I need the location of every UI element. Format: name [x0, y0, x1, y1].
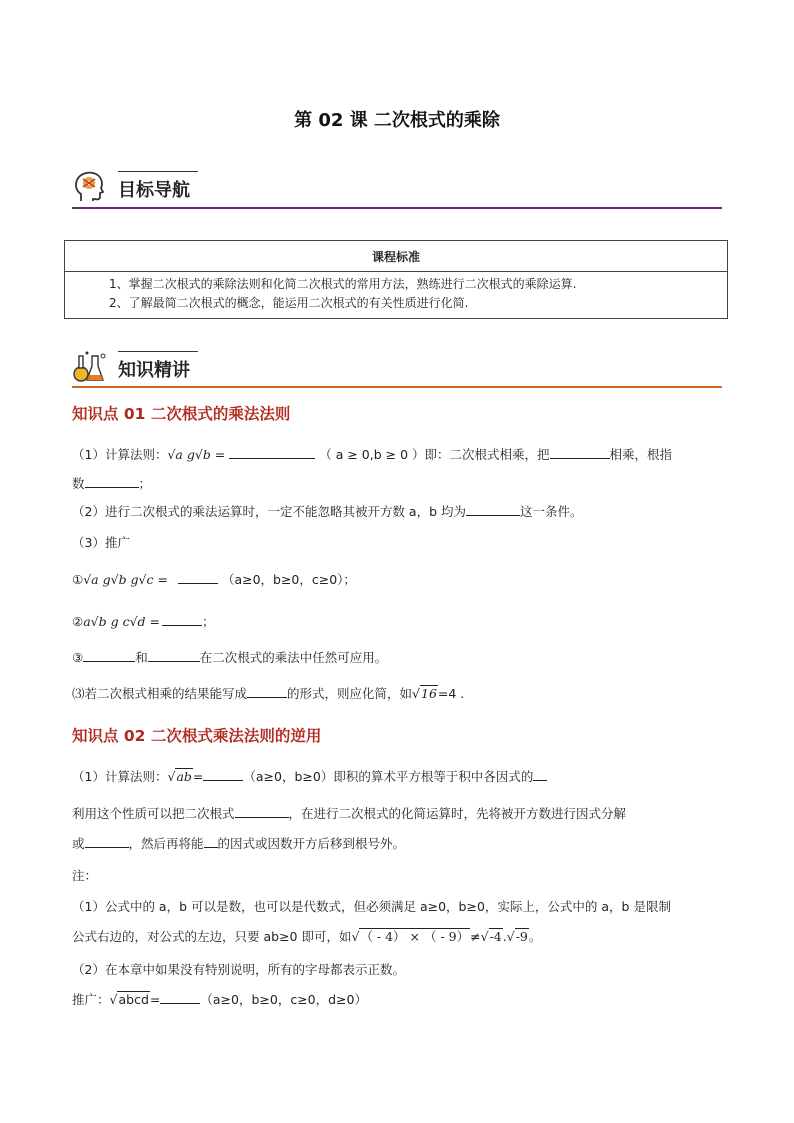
- text: 相乘，根指: [609, 447, 673, 462]
- blank: [162, 613, 202, 626]
- header-top-line: [118, 351, 198, 352]
- kp2-note-2: [72, 927, 541, 945]
- section-goal-rule: [72, 207, 722, 209]
- standard-item: 1、掌握二次根式的乘除法则和化简二次根式的常用方法，熟练进行二次根式的乘除运算.: [109, 277, 577, 291]
- kp1-line-4: [72, 570, 356, 588]
- text: =4 .: [437, 686, 465, 701]
- text: （a≥0，b≥0）即积的算术平方根等于积中各因式的: [243, 769, 534, 784]
- text: ②: [72, 614, 84, 629]
- blank: [235, 805, 289, 818]
- kp2-title: 知识点 02 二次根式乘法法则的逆用: [72, 727, 322, 745]
- text: 利用这个性质可以把二次根式: [72, 806, 235, 821]
- head-gear-icon: [72, 170, 106, 204]
- text: （1）计算法则：: [72, 447, 168, 462]
- kp1-title: 知识点 01 二次根式的乘法法则: [72, 405, 291, 423]
- radical: √16: [412, 686, 437, 701]
- blank: [204, 835, 218, 848]
- blank: [550, 446, 610, 459]
- radicand: abcd: [118, 992, 149, 1007]
- blank: [466, 503, 520, 516]
- radicand: -4: [489, 929, 502, 944]
- text: 这一条件。: [520, 504, 583, 519]
- text: （a≥0，b≥0，c≥0）；: [221, 572, 356, 587]
- section-goal-header: [72, 170, 372, 204]
- radicand: ab: [176, 769, 192, 784]
- course-standard-table: [64, 240, 728, 319]
- text: =: [192, 769, 204, 784]
- text: ；: [202, 614, 215, 629]
- kp1-line-1b: [72, 474, 151, 492]
- radical: √-4: [480, 929, 502, 944]
- kp1-line-2: [72, 502, 583, 520]
- radicand: -9: [515, 929, 528, 944]
- text: 和: [135, 650, 148, 665]
- text: 推广：: [72, 992, 110, 1007]
- text: 公式右边的，对公式的左边，只要 ab≥0 即可，如: [72, 929, 352, 944]
- kp2-note-1: （1）公式中的 a，b 可以是数，也可以是代数式，但必须满足 a≥0，b≥0，实际上，公式中的 a，b 是限制: [72, 899, 671, 914]
- blank: [83, 649, 135, 662]
- kp2-line-3: [72, 834, 405, 852]
- text: .: [502, 929, 507, 944]
- text: ③: [72, 650, 84, 665]
- kp1-line-5: [72, 612, 215, 630]
- blank: [85, 835, 129, 848]
- blank: [229, 446, 315, 459]
- text: （1）计算法则：: [72, 769, 168, 784]
- formula: a√b g c√d =: [83, 614, 161, 629]
- blank: [533, 768, 547, 781]
- blank: [203, 768, 243, 781]
- radicand: （ - 4） × （ - 9）: [360, 929, 470, 944]
- formula: √a g√b =: [167, 447, 226, 462]
- header-top-line: [118, 171, 198, 172]
- kp1-line-3: （3）推广: [72, 535, 130, 550]
- standard-header: 课程标准: [65, 241, 728, 272]
- radical: √-9: [506, 929, 528, 944]
- radical: √（ - 4） × （ - 9）: [351, 929, 470, 944]
- text: （a≥0，b≥0，c≥0，d≥0）: [200, 992, 367, 1007]
- text: ，然后再将能: [128, 836, 204, 851]
- text: ；: [138, 476, 152, 491]
- blank: [85, 475, 139, 488]
- flask-icon: [72, 350, 106, 384]
- kp2-line-1: [72, 767, 547, 785]
- text: 数: [72, 476, 85, 491]
- text: 在二次根式的乘法中任然可应用。: [199, 650, 388, 665]
- section-knowledge-title: 知识精讲: [118, 360, 190, 381]
- kp1-line-1: [72, 445, 672, 463]
- text: ①: [72, 572, 84, 587]
- radical: √abcd: [109, 992, 149, 1007]
- page-title: 第 02 课 二次根式的乘除: [294, 110, 500, 131]
- text: 的形式，则应化简，如: [287, 686, 413, 701]
- formula: √a g√b g√c =: [83, 572, 168, 587]
- kp1-line-6: [72, 648, 387, 666]
- text: =: [149, 992, 161, 1007]
- standard-item: 2、了解最简二次根式的概念，能运用二次根式的有关性质进行化简.: [109, 296, 469, 310]
- text: 或: [72, 836, 85, 851]
- text: （2）进行二次根式的乘法运算时，一定不能忽略其被开方数 a，b 均为: [72, 504, 466, 519]
- section-goal-title: 目标导航: [118, 180, 190, 201]
- text: （ a ≥ 0,b ≥ 0 ）即：二次根式相乘，把: [319, 447, 550, 462]
- kp1-line-7: [72, 684, 464, 702]
- text: ，在进行二次根式的化简运算时，先将被开方数进行因式分解: [288, 806, 627, 821]
- radicand: 16: [421, 686, 437, 701]
- text: 。: [528, 929, 542, 944]
- kp2-line-2: [72, 804, 626, 822]
- standard-body: [65, 272, 728, 319]
- blank: [148, 649, 200, 662]
- radical: √ab: [167, 769, 192, 784]
- kp2-note-3: （2）在本章中如果没有特别说明，所有的字母都表示正数。: [72, 962, 405, 977]
- text: ⑶若二次根式相乘的结果能写成: [72, 686, 248, 701]
- section-knowledge-rule: [72, 386, 722, 388]
- kp2-generalization: [72, 990, 367, 1008]
- text: ≠: [470, 929, 481, 944]
- blank: [178, 571, 218, 584]
- blank: [160, 991, 200, 1004]
- text: 的因式或因数开方后移到根号外。: [217, 836, 406, 851]
- kp2-note-label: 注：: [72, 868, 98, 883]
- section-knowledge-header: [72, 350, 372, 384]
- blank: [247, 685, 287, 698]
